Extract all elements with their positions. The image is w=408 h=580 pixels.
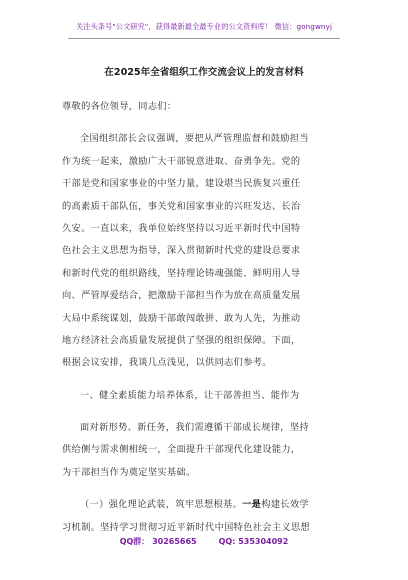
subsection-paragraph xyxy=(62,494,348,539)
paragraph-line: 和新时代党的组织路线，坚持理论铸魂强能、鲜明用人导 xyxy=(62,267,301,279)
subsection-text: 构建长效学 xyxy=(261,499,309,511)
page-footer-contact xyxy=(0,536,408,547)
list-marker-first: 一是 xyxy=(242,499,262,511)
paragraph-line: 根据会议安排，我谈几点浅见，以供同志们参考。 xyxy=(62,357,272,369)
paragraph-line: 习机制。坚持学习贯彻习近平新时代中国特色社会主义思想 xyxy=(62,521,310,533)
paragraph-line: 大局中系统谋划，鼓励干部敢闯敢拼、敢为人先，为推动 xyxy=(62,312,301,324)
salutation: 尊敬的各位领导，同志们： xyxy=(62,101,177,112)
paragraph-intro xyxy=(62,128,348,374)
paragraph-line: 地方经济社会高质量发展提供了坚强的组织保障。下面， xyxy=(62,334,301,346)
paragraph-line: 为干部担当作为奠定坚实基础。 xyxy=(62,466,196,478)
footer-qq-number: QQ: 535304092 xyxy=(218,537,289,546)
header-divider xyxy=(68,38,340,39)
subsection-heading: （一）强化理论武装，筑牢思想根基。 xyxy=(80,499,243,511)
paragraph-line: 干部是党和国家事业的中坚力量，建设堪当民族复兴重任 xyxy=(62,178,301,190)
paragraph-line: 全国组织部长会议强调，要把从严管理监督和鼓励担当 xyxy=(80,133,309,145)
paragraph-line: 供给侧与需求侧相统一，全面提升干部现代化建设能力， xyxy=(62,444,301,456)
paragraph-line: 作为统一起来，激励广大干部锐意进取、奋勇争先。党的 xyxy=(62,155,301,167)
paragraph-line: 久安。一直以来，我单位始终坚持以习近平新时代中国特 xyxy=(62,222,301,234)
document-body xyxy=(62,96,348,539)
section-heading: 一、健全素质能力培养体系，让干部善担当、能作为 xyxy=(80,389,300,401)
paragraph-line: 的高素质干部队伍，事关党和国家事业的兴旺发达、长治 xyxy=(62,200,301,212)
paragraph-line: 色社会主义思想为指导，深入贯彻新时代党的建设总要求 xyxy=(62,245,301,257)
document-title: 在2025年全省组织工作交流会议上的发言材料 xyxy=(104,67,304,78)
footer-qq-group: QQ群： 30265665 xyxy=(119,537,197,546)
paragraph-line: 向、严管厚爱结合，把激励干部担当作为放在高质量发展 xyxy=(62,290,301,302)
page-header-notice: 关注头条号"公文研究"，获得最新最全最专业的公文资料库！ 微信：gongwnyj xyxy=(75,22,333,31)
subsection-heading-line xyxy=(62,494,348,516)
paragraph-line: 面对新形势、新任务，我们需遵循干部成长规律，坚持 xyxy=(80,422,309,434)
paragraph-section1 xyxy=(62,417,348,484)
